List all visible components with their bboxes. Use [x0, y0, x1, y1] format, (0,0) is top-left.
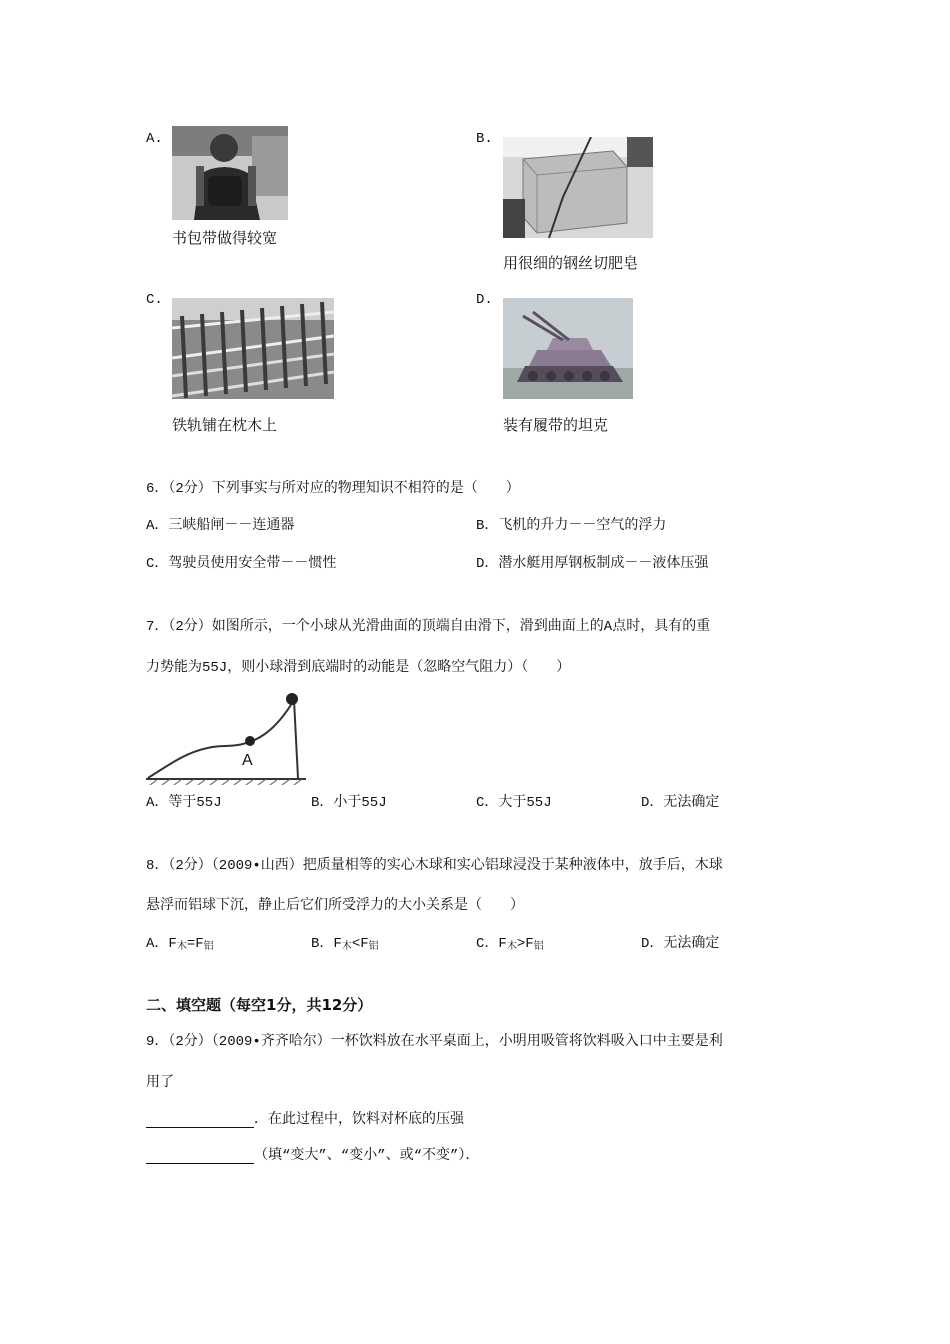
soap-wire-photo: [503, 137, 653, 238]
q8-option-a: A．F木=F铝: [146, 936, 214, 953]
q7-stem-line2: 力势能为55J，则小球滑到底端时的动能是（忽略空气阻力）（ ）: [146, 660, 571, 676]
q6-option-a: A．三峡船闸－－连通器: [146, 518, 295, 534]
q8-stem-line2: 悬浮而铝球下沉，静止后它们所受浮力的大小关系是（ ）: [146, 898, 524, 914]
q8-stem-line1: 8．（2分）（2009•山西）把质量相等的实心木球和实心铝球浸没于某种液体中，放手后，木球: [146, 858, 723, 874]
q9-line4: （填“变大”、“变小”、或“不变”）．: [146, 1144, 479, 1164]
q7-option-d: D．无法确定: [641, 795, 720, 811]
q6-stem: 6．（2分）下列事实与所对应的物理知识不相符的是（ ）: [146, 481, 520, 497]
q5-option-a-letter: A.: [146, 131, 163, 147]
q5-option-b-caption: 用很细的钢丝切肥皂: [503, 254, 639, 272]
q9-stem-line2: 用了: [146, 1075, 174, 1091]
q8-option-b: B．F木<F铝: [311, 936, 379, 953]
section-2-title: 二、填空题（每空1分，共12分）: [146, 996, 373, 1014]
tank-photo: [503, 298, 633, 399]
q5-option-d-caption: 装有履带的坦克: [503, 416, 609, 434]
q5-option-d-letter: D.: [476, 292, 493, 308]
fill-blank-2[interactable]: [146, 1148, 254, 1164]
q7-option-b: B．小于55J: [311, 795, 387, 811]
q6-option-b: B．飞机的升力－－空气的浮力: [476, 518, 667, 534]
fill-blank-1[interactable]: [146, 1112, 254, 1128]
q5-option-b-letter: B.: [476, 131, 493, 147]
q9-stem-line1: 9．（2分）（2009•齐齐哈尔）一杯饮料放在水平桌面上，小明用吸管将饮料吸入口中主要是利: [146, 1034, 723, 1050]
q8-option-d: D．无法确定: [641, 936, 720, 952]
q5-option-c-caption: 铁轨铺在枕木上: [172, 416, 278, 434]
q7-option-c: C．大于55J: [476, 795, 552, 811]
q7-option-a: A．等于55J: [146, 795, 222, 811]
q9-line3: ．在此过程中，饮料对杯底的压强: [146, 1108, 464, 1128]
rail-photo: [172, 298, 334, 399]
curved-slope-figure: [146, 690, 306, 785]
point-a-label: A: [242, 752, 253, 769]
q6-option-d: D．潜水艇用厚钢板制成－－液体压强: [476, 556, 709, 572]
q5-option-a-caption: 书包带做得较宽: [172, 229, 278, 247]
q8-option-c: C．F木>F铝: [476, 936, 544, 953]
q7-stem-line1: 7．（2分）如图所示，一个小球从光滑曲面的顶端自由滑下，滑到曲面上的A点时，具有的重: [146, 619, 711, 635]
backpack-photo: [172, 126, 288, 220]
q6-option-c: C．驾驶员使用安全带－－惯性: [146, 556, 337, 572]
q5-option-c-letter: C.: [146, 292, 163, 308]
